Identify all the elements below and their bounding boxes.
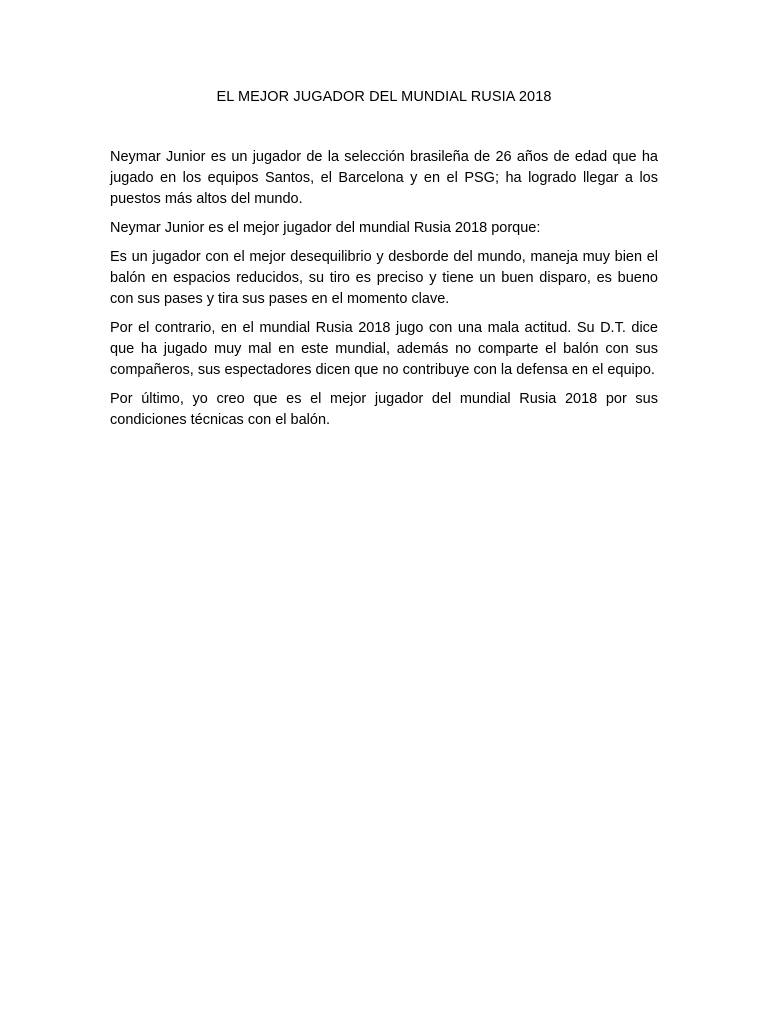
document-body — [110, 147, 658, 439]
paragraph-intro: Neymar Junior es un jugador de la selección brasileña de 26 años de edad que ha jugado en los equipos Santos, el Barcelona y en el PSG; ha logrado llegar a los puestos más altos del mundo. — [110, 149, 658, 207]
paragraph-thesis: Neymar Junior es el mejor jugador del mundial Rusia 2018 porque: — [110, 220, 541, 236]
paragraph-counterpoint: Por el contrario, en el mundial Rusia 2018 jugo con una mala actitud. Su D.T. dice que ha jugado muy mal en este mundial, además no comparte el balón con sus compañeros, sus espectadores dicen que no contribuye con la defensa en el equipo. — [110, 320, 658, 378]
paragraph-strengths: Es un jugador con el mejor desequilibrio y desborde del mundo, maneja muy bien el balón en espacios reducidos, su tiro es preciso y tiene un buen disparo, es bueno con sus pases y tira sus pases en el momento clave. — [110, 249, 658, 307]
document-title: EL MEJOR JUGADOR DEL MUNDIAL RUSIA 2018 — [216, 89, 552, 105]
paragraph-conclusion: Por último, yo creo que es el mejor jugador del mundial Rusia 2018 por sus condiciones técnicas con el balón. — [110, 391, 658, 428]
